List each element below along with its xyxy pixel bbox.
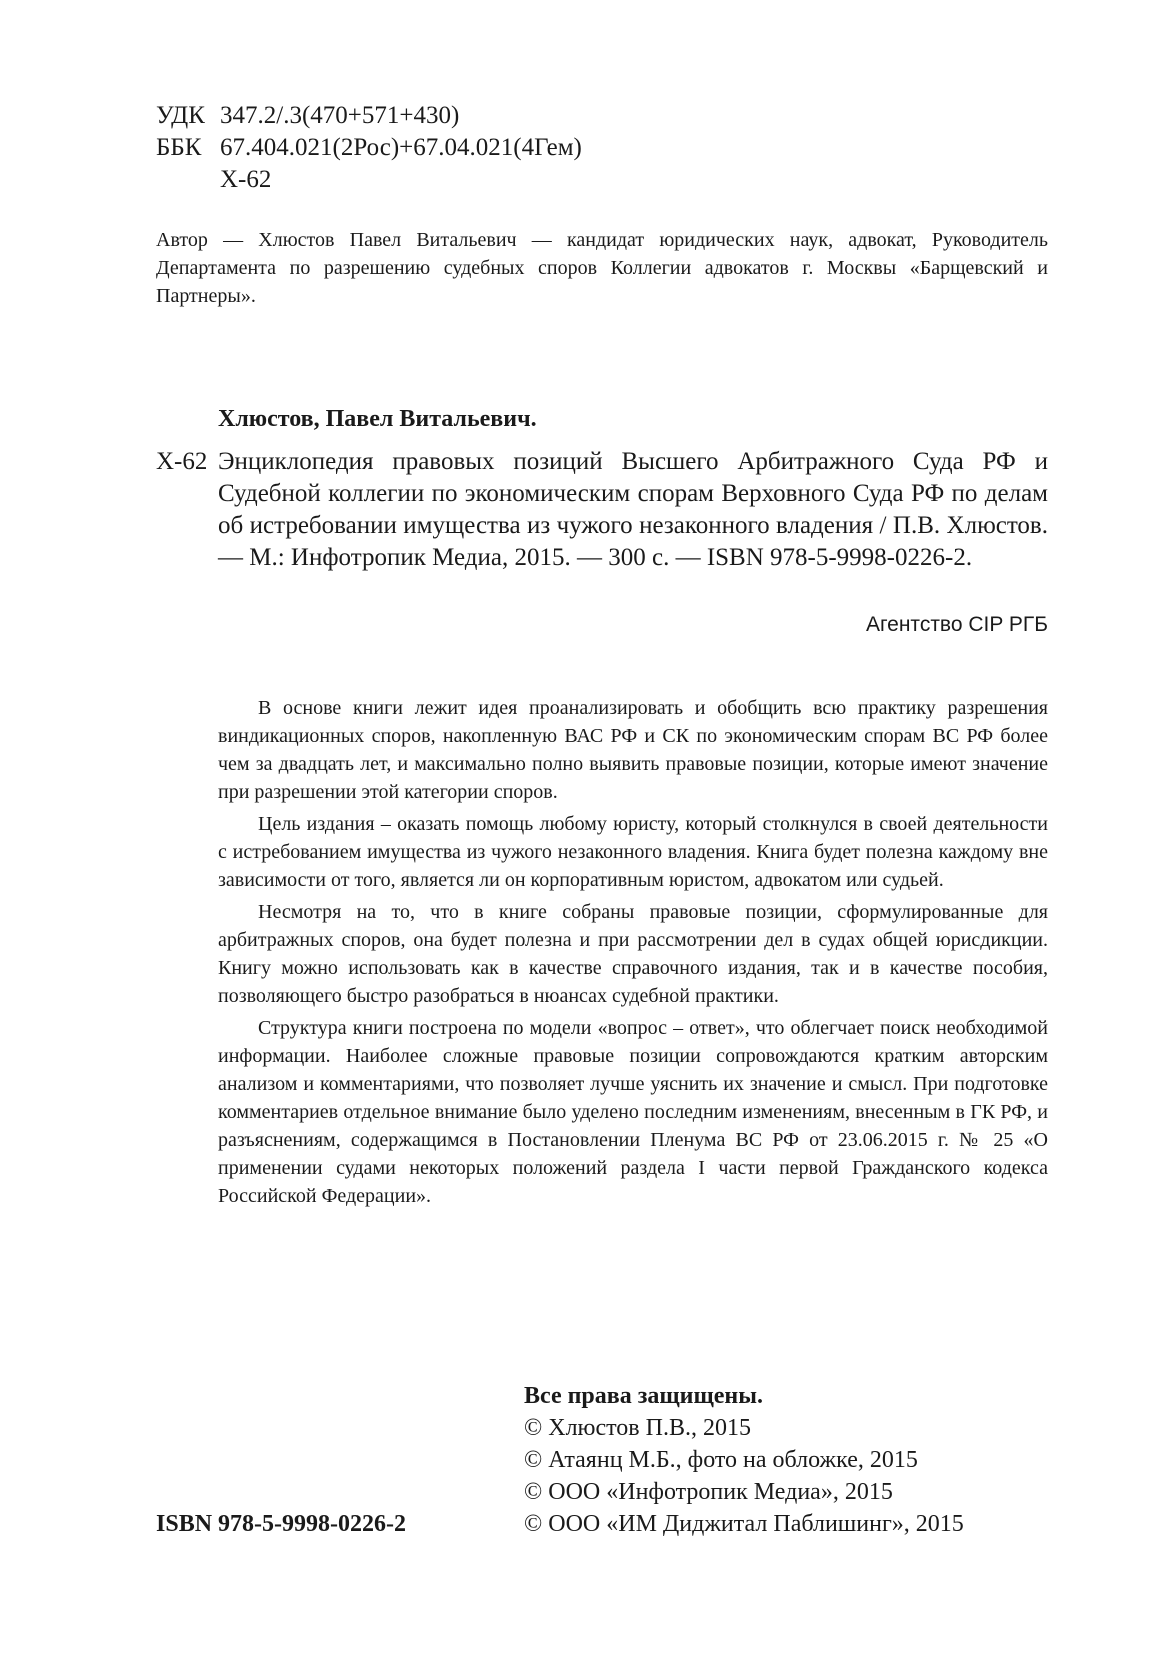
bbk-row bbox=[156, 132, 582, 164]
rights-heading: Все права защищены. bbox=[524, 1383, 763, 1409]
annotation-paragraph: Цель издания – оказать помощь любому юристу, который столкнулся в своей деятельности с истребованием имущества из чужого незаконного владения. Книга будет полезна каждому вне зависимости от того, является ли он корпоративным юристом, адвокатом или судьей. bbox=[218, 813, 1048, 891]
copyright-line: © ООО «Инфотропик Медиа», 2015 bbox=[524, 1479, 893, 1505]
copyright-line: © Хлюстов П.В., 2015 bbox=[524, 1415, 751, 1441]
bib-description: Энциклопедия правовых позиций Высшего Арбитражного Суда РФ и Судебной коллегии по экономическим спорам Верховного Суда РФ по делам об истребовании имущества из чужого незаконного владения / П.В. Хлюстов. — М.: Инфотропик Медиа, 2015. — 300 с. — ISBN 978-5-9998-0226-2. bbox=[218, 448, 1048, 571]
cutter-row bbox=[156, 164, 582, 196]
bib-cutter: Х-62 bbox=[156, 448, 208, 475]
bib-author: Хлюстов, Павел Витальевич. bbox=[218, 406, 537, 432]
cip-agency: Агентство CIP РГБ bbox=[865, 613, 1048, 636]
rights-block bbox=[524, 1380, 964, 1540]
udk-row bbox=[156, 100, 582, 132]
author-note: Автор — Хлюстов Павел Витальевич — кандидат юридических наук, адвокат, Руководитель Департамента по разрешению судебных споров Коллегии адвокатов г. Москвы «Барщевский и Партнеры». bbox=[156, 229, 1048, 307]
annotation-paragraph: Несмотря на то, что в книге собраны правовые позиции, сформулированные для арбитражных споров, она будет полезна и при рассмотрении дел в судах общей юрисдикции. Книгу можно использовать как в качестве справочного издания, так и в качестве пособия, позволяющего быстро разобраться в нюансах судебной практики. bbox=[218, 901, 1048, 1007]
udk-code: 347.2/.3(470+571+430) bbox=[220, 102, 460, 129]
annotation bbox=[218, 694, 1048, 1214]
annotation-paragraph: Структура книги построена по модели «вопрос – ответ», что облегчает поиск необходимой информации. Наиболее сложные правовые позиции сопровождаются кратким авторским анализом и комментариями, что позволяет лучше уяснить их значение и смысл. При подготовке комментариев отдельное внимание было уделено последним изменениям, внесенным в ГК РФ, и разъяснениям, содержащимся в Постановлении Пленума ВС РФ от 23.06.2015 г. № 25 «О применении судами некоторых положений раздела I части первой Гражданского кодекса Российской Федерации». bbox=[218, 1017, 1048, 1207]
copyright-line: © Атаянц М.Б., фото на обложке, 2015 bbox=[524, 1447, 918, 1473]
cutter-code: Х-62 bbox=[220, 166, 272, 193]
annotation-paragraph: В основе книги лежит идея проанализировать и обобщить всю практику разрешения виндикационных споров, накопленную ВАС РФ и СК по экономическим спорам ВС РФ более чем за двадцать лет, и максимально полно выявить правовые позиции, которые имеют значение при разрешении этой категории споров. bbox=[218, 697, 1048, 803]
isbn: ISBN 978-5-9998-0226-2 bbox=[156, 1511, 406, 1537]
bbk-code: 67.404.021(2Рос)+67.04.021(4Гем) bbox=[220, 134, 582, 161]
bbk-label: ББК bbox=[156, 134, 202, 161]
copyright-line: © ООО «ИМ Диджитал Паблишинг», 2015 bbox=[524, 1511, 964, 1537]
classification-block bbox=[156, 100, 582, 196]
udk-label: УДК bbox=[156, 102, 205, 129]
